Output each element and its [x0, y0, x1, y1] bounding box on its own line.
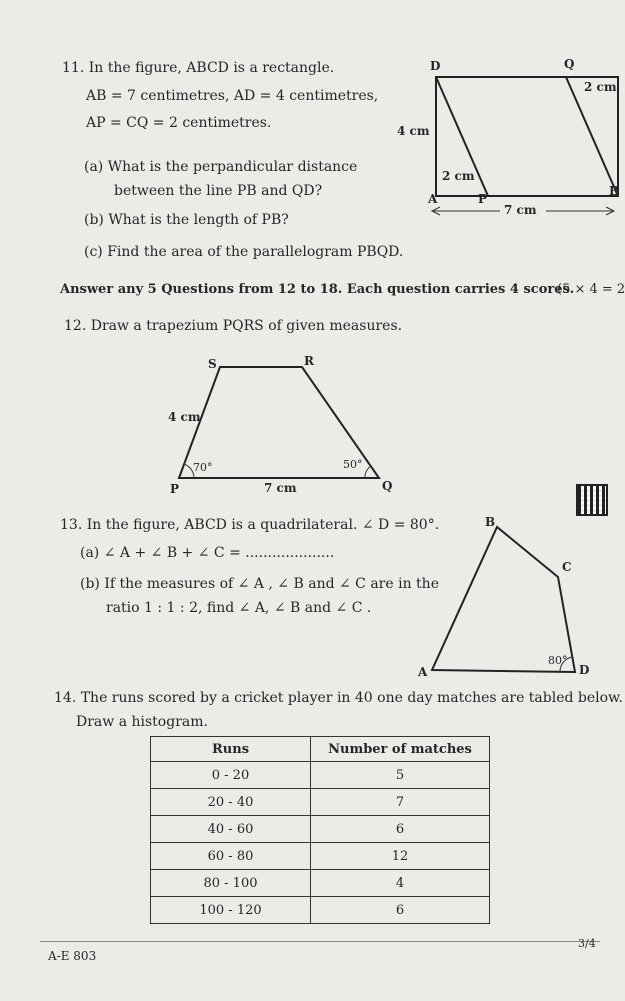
label-a: A [428, 192, 438, 206]
label-width-7cm: 7 cm [504, 203, 537, 217]
label-a: A [418, 665, 428, 679]
label-angle-q: 50° [343, 458, 363, 471]
label-b: B [609, 184, 620, 198]
footer-rule [40, 941, 600, 942]
cell-runs: 0 - 20 [151, 762, 311, 789]
label-d: D [430, 59, 441, 73]
q11-part-a-line2: between the line PB and QD? [114, 183, 323, 199]
section-instruction: Answer any 5 Questions from 12 to 18. Each question carries 4 scores. [60, 282, 575, 297]
footer-code: A-E 803 [48, 949, 97, 963]
segment-qb [566, 77, 618, 196]
label-d: D [579, 663, 590, 677]
cell-runs: 20 - 40 [151, 789, 311, 816]
table-row [151, 762, 490, 789]
q14-stem-line1: 14. The runs scored by a cricket player in 40 one day matches are tabled below. [54, 690, 623, 706]
table-row [151, 816, 490, 843]
q13-part-b-line2: ratio 1 : 1 : 2, find ∠ A, ∠ B and ∠ C . [106, 600, 372, 616]
label-bottom-2cm: 2 cm [442, 169, 475, 183]
label-s: S [208, 357, 217, 371]
header-matches: Number of matches [311, 737, 490, 762]
q13-part-a: (a) ∠ A + ∠ B + ∠ C = .................... [80, 545, 335, 561]
table-row [151, 843, 490, 870]
cell-matches: 6 [311, 897, 490, 924]
label-q: Q [382, 479, 393, 493]
cell-matches: 4 [311, 870, 490, 897]
table-row [151, 870, 490, 897]
q12-trapezium-figure [0, 340, 618, 500]
q11-given-1: AB = 7 centimetres, AD = 4 centimetres, [86, 88, 379, 104]
cell-matches: 6 [311, 816, 490, 843]
q11-rectangle-figure [0, 0, 618, 260]
cell-runs: 100 - 120 [151, 897, 311, 924]
label-c: C [562, 560, 572, 574]
cell-runs: 60 - 80 [151, 843, 311, 870]
q13-stem: 13. In the figure, ABCD is a quadrilateral. ∠ D = 80°. [60, 517, 440, 533]
label-angle-d: 80° [548, 654, 568, 667]
runs-table [150, 736, 490, 924]
header-runs: Runs [151, 737, 311, 762]
q11-part-b: (b) What is the length of PB? [84, 212, 289, 228]
section-score: (5 × 4 = 2 [557, 282, 625, 297]
label-side-4cm: 4 cm [397, 124, 430, 138]
cell-runs: 40 - 60 [151, 816, 311, 843]
label-top-2cm: 2 cm [584, 80, 617, 94]
quadrilateral-abcd [432, 527, 575, 672]
q11-part-a-line1: (a) What is the perpandicular distance [84, 159, 358, 175]
q11-given-2: AP = CQ = 2 centimetres. [86, 115, 272, 131]
label-side-4cm: 4 cm [168, 410, 201, 424]
cell-matches: 7 [311, 789, 490, 816]
label-base-7cm: 7 cm [264, 481, 297, 495]
cell-matches: 12 [311, 843, 490, 870]
q12-stem: 12. Draw a trapezium PQRS of given measures. [64, 318, 403, 334]
footer-page-number: 3/4 [578, 937, 596, 950]
label-p: P [478, 192, 488, 206]
table-row [151, 897, 490, 924]
cell-runs: 80 - 100 [151, 870, 311, 897]
q11-part-c: (c) Find the area of the parallelogram PBQD. [84, 244, 404, 260]
table-row [151, 789, 490, 816]
q14-stem-line2: Draw a histogram. [76, 714, 208, 730]
label-p: P [170, 482, 180, 496]
label-q: Q [564, 57, 575, 71]
angle-arc-q [365, 466, 371, 478]
label-b: B [485, 515, 496, 529]
cell-matches: 5 [311, 762, 490, 789]
label-r: R [304, 354, 314, 368]
label-angle-p: 70° [193, 461, 213, 474]
q13-part-b-line1: (b) If the measures of ∠ A , ∠ B and ∠ C are in the [80, 576, 439, 592]
q11-stem: 11. In the figure, ABCD is a rectangle. [62, 60, 335, 76]
q13-quadrilateral-figure [0, 505, 618, 685]
table-header-row [151, 737, 490, 762]
